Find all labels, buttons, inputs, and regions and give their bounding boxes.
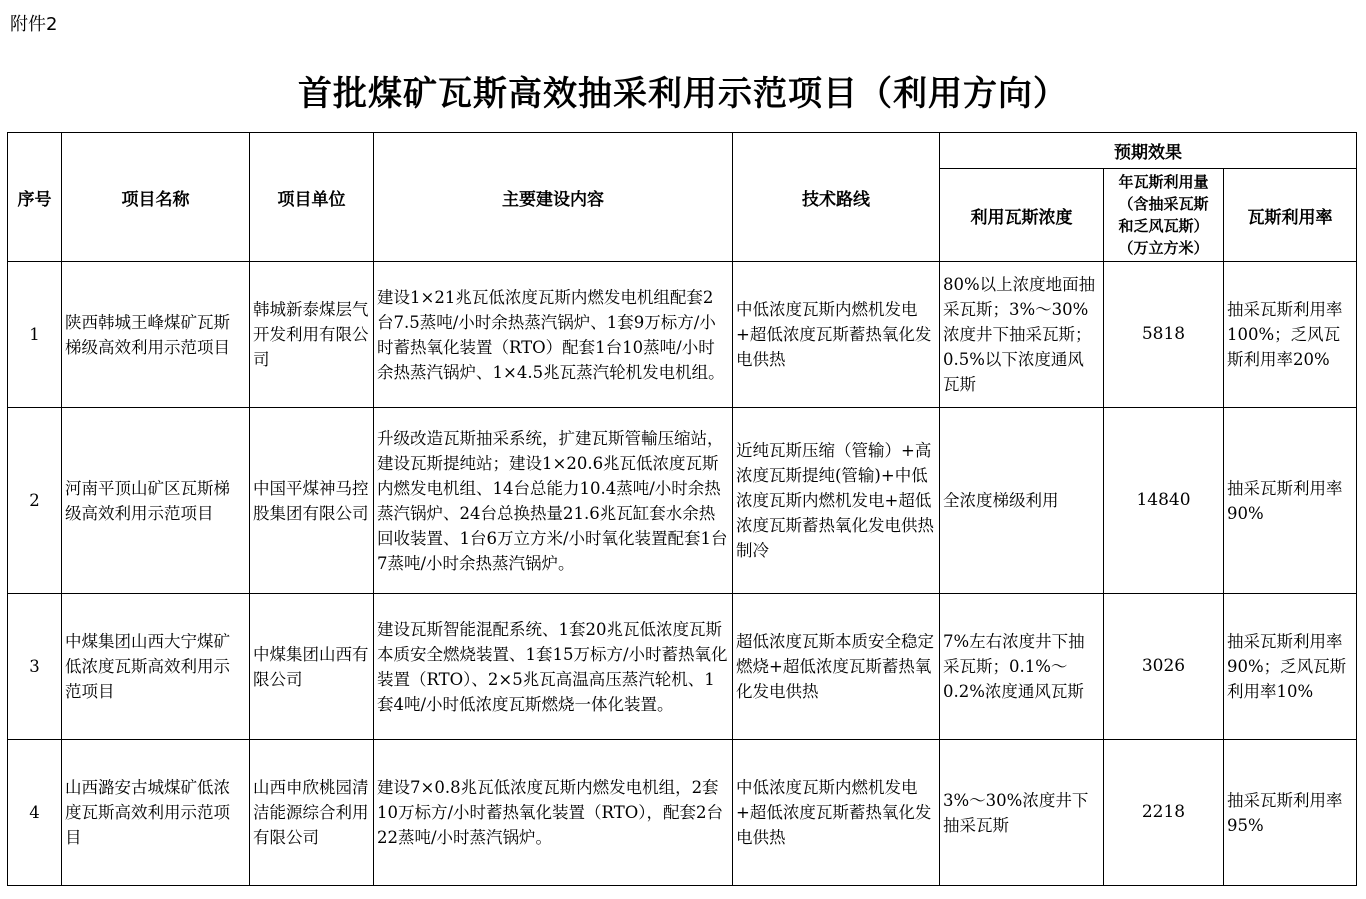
header-annual-volume: 年瓦斯利用量 （含抽采瓦斯 和乏风瓦斯） （万立方米） <box>1104 169 1224 262</box>
cell-unit: 中煤集团山西有限公司 <box>250 594 374 740</box>
cell-annual-volume: 2218 <box>1104 740 1224 886</box>
cell-content: 建设1×21兆瓦低浓度瓦斯内燃发电机组配套2台7.5蒸吨/小时余热蒸汽锅炉、1套9万标方/小时蓄热氧化装置（RTO）配套1台10蒸吨/小时余热蒸汽锅炉、1×4.5兆瓦蒸汽轮机发电机组。 <box>374 262 733 408</box>
header-index: 序号 <box>8 133 62 262</box>
header-route: 技术路线 <box>733 133 940 262</box>
table-row <box>8 594 1357 740</box>
cell-index: 3 <box>8 594 62 740</box>
header-effect: 预期效果 <box>940 133 1357 169</box>
document-title: 首批煤矿瓦斯高效抽采利用示范项目（利用方向） <box>298 74 1068 114</box>
header-concentration: 利用瓦斯浓度 <box>940 169 1104 262</box>
cell-route: 中低浓度瓦斯内燃机发电+超低浓度瓦斯蓄热氧化发电供热 <box>733 262 940 408</box>
cell-index: 2 <box>8 408 62 594</box>
cell-content: 建设瓦斯智能混配系统、1套20兆瓦低浓度瓦斯本质安全燃烧装置、1套15万标方/小时蓄热氧化装置（RTO）、2×5兆瓦高温高压蒸汽轮机、1套4吨/小时低浓度瓦斯燃烧一体化装置。 <box>374 594 733 740</box>
cell-rate: 抽采瓦斯利用率90% <box>1224 408 1357 594</box>
cell-name: 陕西韩城王峰煤矿瓦斯梯级高效利用示范项目 <box>62 262 250 408</box>
header-rate: 瓦斯利用率 <box>1224 169 1357 262</box>
cell-annual-volume: 14840 <box>1104 408 1224 594</box>
table-row <box>8 262 1357 408</box>
cell-route: 近纯瓦斯压缩（管输）+高浓度瓦斯提纯(管输)+中低浓度瓦斯内燃机发电+超低浓度瓦斯蓄热氧化发电供热制冷 <box>733 408 940 594</box>
cell-rate: 抽采瓦斯利用率90%；乏风瓦斯利用率10% <box>1224 594 1357 740</box>
cell-name: 山西潞安古城煤矿低浓度瓦斯高效利用示范项目 <box>62 740 250 886</box>
cell-name: 河南平顶山矿区瓦斯梯级高效利用示范项目 <box>62 408 250 594</box>
cell-concentration: 3%～30%浓度井下抽采瓦斯 <box>940 740 1104 886</box>
cell-concentration: 7%左右浓度井下抽采瓦斯；0.1%～0.2%浓度通风瓦斯 <box>940 594 1104 740</box>
projects-table <box>7 132 1357 886</box>
cell-concentration: 全浓度梯级利用 <box>940 408 1104 594</box>
cell-rate: 抽采瓦斯利用率95% <box>1224 740 1357 886</box>
cell-name: 中煤集团山西大宁煤矿低浓度瓦斯高效利用示范项目 <box>62 594 250 740</box>
cell-content: 建设7×0.8兆瓦低浓度瓦斯内燃发电机组，2套10万标方/小时蓄热氧化装置（RTO），配套2台22蒸吨/小时蒸汽锅炉。 <box>374 740 733 886</box>
table-row <box>8 408 1357 594</box>
table-row <box>8 740 1357 886</box>
cell-rate: 抽采瓦斯利用率100%；乏风瓦斯利用率20% <box>1224 262 1357 408</box>
cell-index: 1 <box>8 262 62 408</box>
cell-route: 中低浓度瓦斯内燃机发电+超低浓度瓦斯蓄热氧化发电供热 <box>733 740 940 886</box>
cell-concentration: 80%以上浓度地面抽采瓦斯；3%～30%浓度井下抽采瓦斯；0.5%以下浓度通风瓦斯 <box>940 262 1104 408</box>
cell-index: 4 <box>8 740 62 886</box>
cell-route: 超低浓度瓦斯本质安全稳定燃烧+超低浓度瓦斯蓄热氧化发电供热 <box>733 594 940 740</box>
cell-unit: 中国平煤神马控股集团有限公司 <box>250 408 374 594</box>
cell-unit: 韩城新泰煤层气开发利用有限公司 <box>250 262 374 408</box>
cell-content: 升级改造瓦斯抽采系统，扩建瓦斯管輸压缩站，建设瓦斯提纯站；建设1×20.6兆瓦低浓度瓦斯内燃发电机组、14台总能力10.4蒸吨/小时余热蒸汽锅炉、24台总换热量21.6兆瓦缸套水余热回收装置、1台6万立方米/小时氧化装置配套1台7蒸吨/小时余热蒸汽锅炉。 <box>374 408 733 594</box>
header-name: 项目名称 <box>62 133 250 262</box>
header-unit: 项目单位 <box>250 133 374 262</box>
header-content: 主要建设内容 <box>374 133 733 262</box>
cell-annual-volume: 5818 <box>1104 262 1224 408</box>
cell-annual-volume: 3026 <box>1104 594 1224 740</box>
attachment-label: 附件2 <box>10 14 58 35</box>
cell-unit: 山西申欣桃园清洁能源综合利用有限公司 <box>250 740 374 886</box>
